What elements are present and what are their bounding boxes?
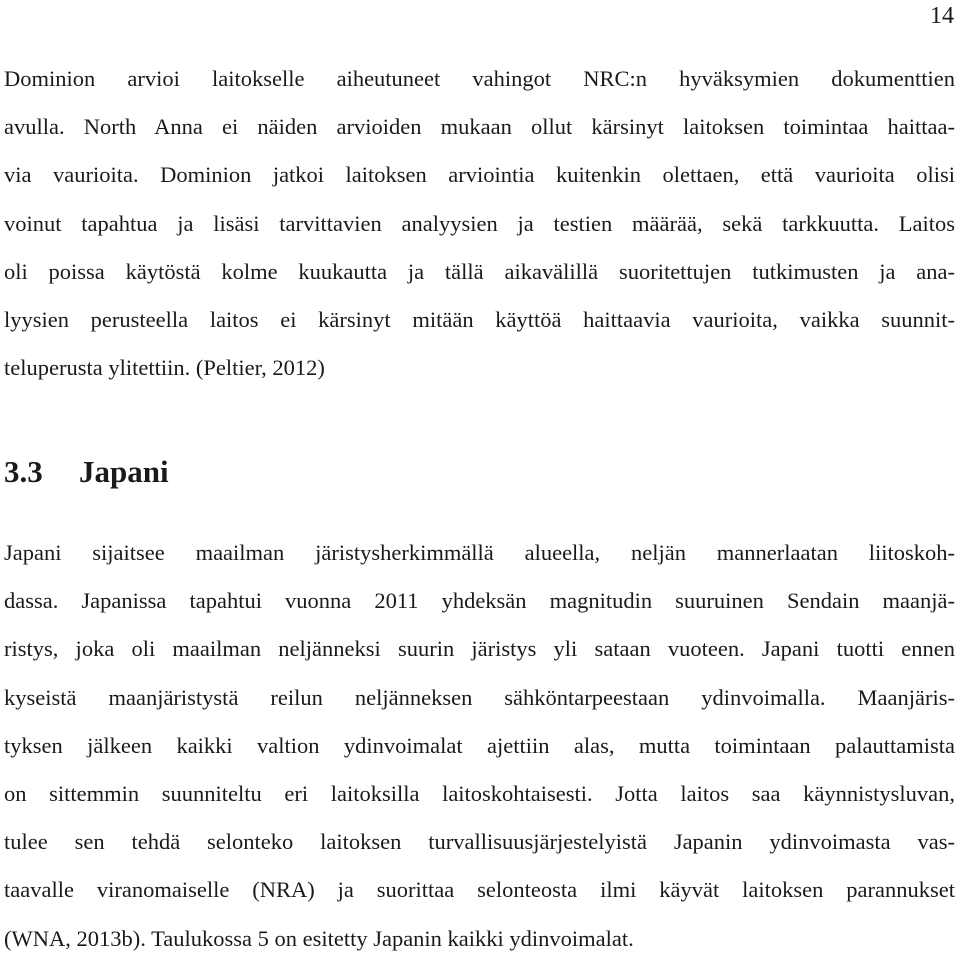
text-line: dassa. Japanissa tapahtui vuonna 2011 yhdeksän magnitudin suuruinen Sendain maanjä- bbox=[4, 588, 955, 614]
paragraph-japan bbox=[4, 529, 955, 963]
text-line: on sittemmin suunniteltu eri laitoksilla laitoskohtaisesti. Jotta laitos saa käynnistysluvan, bbox=[4, 781, 955, 807]
page-number: 14 bbox=[930, 3, 954, 29]
text-line: kyseistä maanjäristystä reilun neljänneksen sähköntarpeestaan ydinvoimalla. Maanjäris- bbox=[4, 684, 955, 710]
text-line: Japani sijaitsee maailman järistysherkimmällä alueella, neljän mannerlaatan liitoskoh- bbox=[4, 540, 955, 565]
section-title: Japani bbox=[79, 454, 169, 489]
text-line: voinut tapahtua ja lisäsi tarvittavien analyysien ja testien määrää, sekä tarkkuutta. Laitos bbox=[4, 210, 955, 236]
text-line: avulla. North Anna ei näiden arvioiden mukaan ollut kärsinyt laitoksen toimintaa haittaa- bbox=[4, 114, 955, 140]
text-line: Dominion arvioi laitokselle aiheutuneet vahingot NRC:n hyväksymien dokumenttien bbox=[4, 66, 955, 91]
text-line: tulee sen tehdä selonteko laitoksen turvallisuusjärjestelyistä Japanin ydinvoimasta vas- bbox=[4, 829, 955, 855]
text-line: taavalle viranomaiselle (NRA) ja suorittaa selonteosta ilmi käyvät laitoksen parannukset bbox=[4, 877, 955, 903]
text-line: tyksen jälkeen kaikki valtion ydinvoimalat ajettiin alas, mutta toimintaan palauttamista bbox=[4, 732, 955, 758]
section-number: 3.3 bbox=[4, 454, 43, 489]
section-heading bbox=[4, 452, 169, 492]
paragraph-north-anna bbox=[4, 55, 955, 392]
text-line: lyysien perusteella laitos ei kärsinyt mitään käyttöä haittaavia vaurioita, vaikka suunnit- bbox=[4, 307, 955, 333]
text-line: oli poissa käytöstä kolme kuukautta ja tällä aikavälillä suoritettujen tutkimusten ja ana- bbox=[4, 258, 955, 284]
text-line: (WNA, 2013b). Taulukossa 5 on esitetty Japanin kaikki ydinvoimalat. bbox=[4, 925, 634, 951]
text-line: ristys, joka oli maailman neljänneksi suurin järistys yli sataan vuoteen. Japani tuotti ennen bbox=[4, 636, 955, 662]
text-line: teluperusta ylitettiin. (Peltier, 2012) bbox=[4, 355, 325, 381]
text-line: via vaurioita. Dominion jatkoi laitoksen arviointia kuitenkin olettaen, että vaurioita olisi bbox=[4, 162, 955, 188]
